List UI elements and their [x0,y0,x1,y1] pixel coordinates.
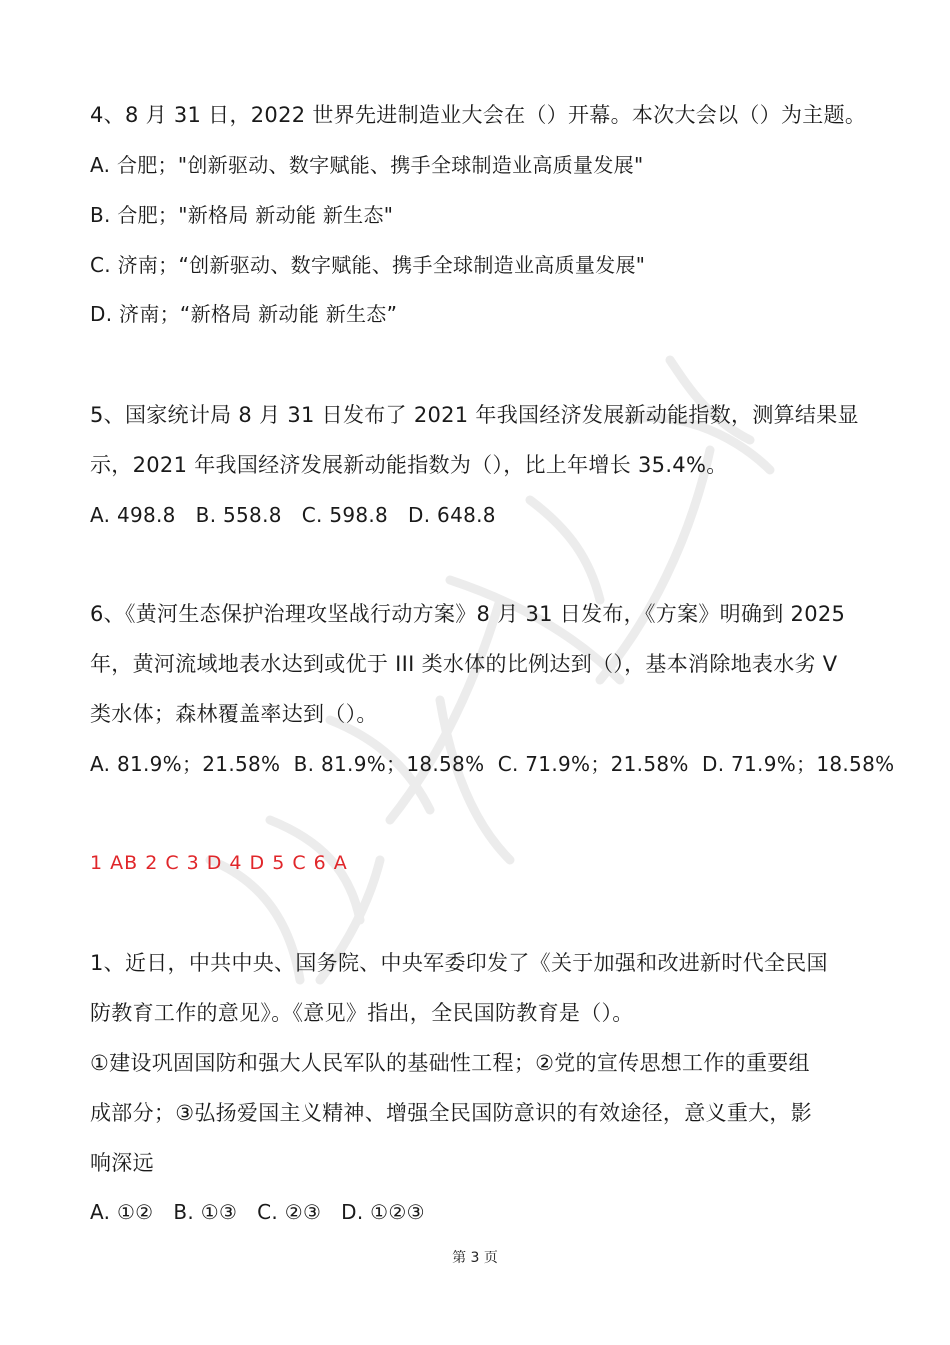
question-1-options: A. ①② B. ①③ C. ②③ D. ①②③ [90,1200,425,1224]
question-6-stem-line-3: 类水体；森林覆盖率达到（）。 [90,702,378,726]
question-6-stem-line-1: 6、《黄河生态保护治理攻坚战行动方案》8 月 31 日发布，《方案》明确到 2025 [90,602,846,626]
answer-key: 1 AB 2 C 3 D 4 D 5 C 6 A [90,852,348,874]
question-6-stem-line-2: 年，黄河流域地表水达到或优于 III 类水体的比例达到（），基本消除地表水劣 V [90,652,838,676]
page-number: 第 3 页 [452,1250,498,1266]
question-6-options: A. 81.9%；21.58% B. 81.9%；18.58% C. 71.9%；21.58% D. 71.9%；18.58% [90,752,895,776]
question-4-option-b: B. 合肥；"新格局 新动能 新生态" [90,203,394,227]
question-5-stem-line-1: 5、国家统计局 8 月 31 日发布了 2021 年我国经济发展新动能指数，测算结果显 [90,403,859,427]
question-5-stem-line-2: 示，2021 年我国经济发展新动能指数为（），比上年增长 35.4%。 [90,453,728,477]
question-1-statement-line-1: ①建设巩固国防和强大人民军队的基础性工程；②党的宣传思想工作的重要组 [90,1051,810,1075]
question-4-option-d: D. 济南；“新格局 新动能 新生态” [90,302,398,326]
question-5-options: A. 498.8 B. 558.8 C. 598.8 D. 648.8 [90,503,496,527]
question-1-stem-line-2: 防教育工作的意见》。《意见》指出，全民国防教育是（）。 [90,1001,634,1025]
question-1-statement-line-2: 成部分；③弘扬爱国主义精神、增强全民国防意识的有效途径，意义重大，影 [90,1101,813,1125]
question-1-stem-line-1: 1、近日，中共中央、国务院、中央军委印发了《关于加强和改进新时代全民国 [90,951,828,975]
question-4-stem: 4、8 月 31 日，2022 世界先进制造业大会在（）开幕。本次大会以（）为主题。 [90,103,867,127]
question-1-statement-line-3: 响深远 [90,1151,154,1175]
question-4-option-a: A. 合肥；"创新驱动、数字赋能、携手全球制造业高质量发展" [90,153,644,177]
question-4-option-c: C. 济南；“创新驱动、数字赋能、携手全球制造业高质量发展" [90,253,646,277]
